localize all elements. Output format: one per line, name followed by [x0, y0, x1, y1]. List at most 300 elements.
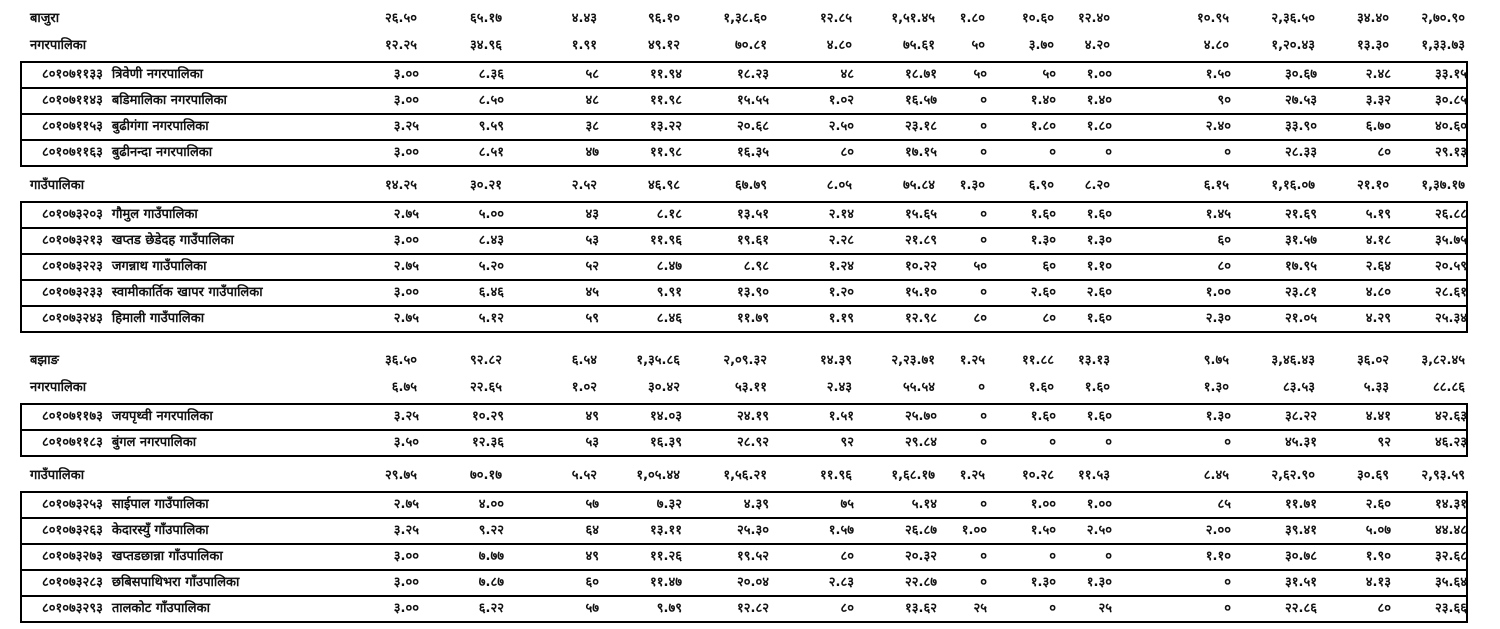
- value-cell: २.५०: [1086, 523, 1112, 538]
- palika-name: बुंगल नगरपालिका: [111, 435, 197, 450]
- value-cell: ९२: [1377, 435, 1391, 450]
- value-cell: ५५.५४: [903, 380, 935, 395]
- value-cell: २०.३२: [905, 549, 937, 564]
- value-cell: ६.४६: [478, 285, 504, 300]
- value-cell: १३.५१: [737, 207, 769, 222]
- value-cell: ०: [980, 549, 987, 564]
- value-cell: १.२५: [959, 468, 985, 483]
- value-cell: १.९१: [571, 38, 597, 53]
- value-cell: ३०.४२: [648, 380, 680, 395]
- value-cell: ८०: [840, 145, 854, 160]
- value-cell: २.१४: [828, 207, 854, 222]
- value-cell: १.०२: [571, 380, 597, 395]
- value-cell: ६७.७९: [735, 178, 767, 193]
- value-cell: २५.३०: [737, 523, 769, 538]
- value-cell: २४.१९: [737, 409, 769, 424]
- value-cell: ९६.१०: [648, 11, 680, 26]
- value-cell: १.४०: [1086, 93, 1112, 108]
- value-cell: ५.२०: [478, 259, 504, 274]
- palika-name-cell: [22, 597, 362, 621]
- value-cell: १.०२: [828, 93, 854, 108]
- value-cell: १०.९५: [1197, 11, 1229, 26]
- value-cell: ४.२९: [1365, 311, 1391, 326]
- value-cell: ५०: [973, 259, 987, 274]
- value-cell: १.३०: [1205, 409, 1231, 424]
- value-cell: २.७५: [393, 207, 419, 222]
- value-cell: ११.४७: [650, 575, 682, 590]
- value-cell: १.५०: [1030, 523, 1056, 538]
- value-cell: २१.१०: [1357, 178, 1389, 193]
- value-cell: ८.१८: [656, 207, 682, 222]
- value-cell: ४.८०: [1365, 285, 1391, 300]
- value-cell: ३०.६७: [1285, 67, 1317, 82]
- value-cell: २२.६५: [470, 380, 502, 395]
- value-cell: ९.५९: [478, 119, 504, 134]
- value-cell: ४५: [585, 285, 599, 300]
- value-cell: २,२३.७१: [891, 353, 935, 368]
- value-cell: २.२८: [828, 233, 854, 248]
- value-cell: ८०: [1042, 311, 1056, 326]
- table-row: [22, 139, 1466, 165]
- value-cell: २५: [1098, 601, 1112, 616]
- value-cell: ६.५४: [571, 353, 597, 368]
- palika-name: तालकोट गाँउपालिका: [111, 601, 210, 616]
- value-cell: २.५२: [571, 178, 597, 193]
- value-cell: १,३५.८६: [636, 353, 680, 368]
- table-row: [22, 87, 1466, 113]
- value-cell: १७.१५: [905, 145, 937, 160]
- value-cell: ०: [980, 119, 987, 134]
- value-cell: ११.९४: [650, 67, 682, 82]
- value-cell: ४.१८: [1365, 233, 1391, 248]
- value-cell: ३.००: [393, 145, 419, 160]
- palika-code: ८०१०७११८३: [42, 435, 103, 450]
- value-cell: ९०: [1217, 93, 1231, 108]
- value-cell: २२.८७: [905, 575, 937, 590]
- value-cell: १.६०: [1086, 409, 1112, 424]
- palika-name: जयपृथ्वी नगरपालिका: [111, 409, 213, 424]
- table-row: [22, 543, 1466, 569]
- value-cell: ५३: [585, 233, 599, 248]
- value-cell: १०.२८: [1022, 468, 1054, 483]
- value-cell: २.६०: [1365, 497, 1391, 512]
- palika-name: छबिसपाथिभरा गाँउपालिका: [111, 575, 240, 590]
- value-cell: ०: [1105, 435, 1112, 450]
- value-cell: १५.१०: [905, 285, 937, 300]
- value-cell: १४.३१: [1435, 497, 1467, 512]
- value-cell: ०: [1105, 145, 1112, 160]
- value-cell: १.००: [1205, 285, 1231, 300]
- value-cell: ४५.३१: [1285, 435, 1317, 450]
- palika-code: ८०१०७३२८३: [42, 575, 103, 590]
- value-cell: ८३.५३: [1283, 380, 1315, 395]
- palika-name-cell: [22, 571, 362, 595]
- value-cell: ८.२०: [1084, 178, 1110, 193]
- value-cell: ०: [1105, 549, 1112, 564]
- palika-group-box: [20, 491, 1468, 623]
- value-cell: ३०.७८: [1285, 549, 1317, 564]
- value-cell: ७५: [840, 497, 854, 512]
- value-cell: २६.५०: [385, 11, 417, 26]
- value-cell: १.००: [1086, 67, 1112, 82]
- table-row: [22, 517, 1466, 543]
- value-cell: १३.१३: [1078, 353, 1110, 368]
- value-cell: १,१६.०७: [1271, 178, 1315, 193]
- value-cell: १.६०: [1030, 409, 1056, 424]
- value-cell: १.६०: [1086, 311, 1112, 326]
- palika-group-box: [20, 201, 1468, 333]
- value-cell: ३.००: [393, 549, 419, 564]
- palika-name-cell: [22, 281, 362, 305]
- palika-name: हिमाली गाउँपालिका: [111, 311, 205, 326]
- value-cell: ५७: [585, 497, 599, 512]
- palika-name: खप्तडछान्ना गाँउपालिका: [111, 549, 223, 564]
- palika-code: ८०१०७११३३: [42, 67, 103, 82]
- value-cell: २.८३: [828, 575, 854, 590]
- value-cell: ५८: [585, 67, 599, 82]
- value-cell: १.००: [961, 523, 987, 538]
- value-cell: ८.३६: [478, 67, 504, 82]
- value-cell: १,२०.४३: [1271, 38, 1315, 53]
- value-cell: १,५६.२१: [723, 468, 767, 483]
- district-summary-row: [20, 5, 1468, 32]
- value-cell: ८८.८६: [1433, 380, 1465, 395]
- value-cell: १२.८५: [820, 11, 852, 26]
- table-row: [22, 493, 1466, 517]
- value-cell: २७.५३: [1285, 93, 1317, 108]
- palika-code: ८०१०७३२०३: [42, 207, 103, 222]
- value-cell: २५: [973, 601, 987, 616]
- value-cell: ६.१५: [1203, 178, 1229, 193]
- value-cell: १.३०: [1203, 380, 1229, 395]
- value-cell: ९.७९: [656, 601, 682, 616]
- value-cell: २०.६८: [737, 119, 769, 134]
- value-cell: १४.०३: [650, 409, 682, 424]
- value-cell: १९.५२: [737, 549, 769, 564]
- value-cell: ३५.७५: [1435, 233, 1467, 248]
- value-cell: ४०.६०: [1435, 119, 1467, 134]
- table-row: [22, 405, 1466, 429]
- row-label: नगरपालिका: [30, 38, 87, 53]
- table-row: [22, 279, 1466, 305]
- value-cell: १६.३९: [650, 435, 682, 450]
- district-section: [20, 347, 1468, 623]
- value-cell: ८.४६: [656, 311, 682, 326]
- value-cell: २१.६९: [1285, 207, 1317, 222]
- value-cell: १.८०: [1086, 119, 1112, 134]
- row-label: बाजुरा: [30, 11, 60, 26]
- value-cell: १२.९८: [905, 311, 937, 326]
- table-row: [22, 569, 1466, 595]
- value-cell: ८०: [840, 549, 854, 564]
- palika-code: ८०१०७३२६३: [42, 523, 103, 538]
- value-cell: २,०९.३२: [723, 353, 767, 368]
- value-cell: १.००: [1030, 497, 1056, 512]
- value-cell: १,३३.७३: [1421, 38, 1465, 53]
- value-cell: २५.३४: [1435, 311, 1467, 326]
- table-row: [22, 595, 1466, 621]
- value-cell: २३.१८: [905, 119, 937, 134]
- row-label: गाउँपालिका: [30, 468, 85, 483]
- value-cell: ४८: [840, 67, 854, 82]
- value-cell: १२.४०: [1078, 11, 1110, 26]
- value-cell: १,३८.६०: [723, 11, 767, 26]
- value-cell: १,५१.४५: [891, 11, 935, 26]
- value-cell: ५३.११: [735, 380, 767, 395]
- value-cell: ५०: [1042, 67, 1056, 82]
- district-summary-row: [20, 347, 1468, 374]
- value-cell: ३.७०: [1028, 38, 1054, 53]
- value-cell: ३९.४१: [1285, 523, 1317, 538]
- value-cell: १३.९०: [737, 285, 769, 300]
- value-cell: ११.९८: [650, 93, 682, 108]
- value-cell: १.२४: [828, 259, 854, 274]
- palika-name-cell: [22, 229, 362, 253]
- value-cell: १.६०: [1086, 207, 1112, 222]
- value-cell: २.३०: [1205, 311, 1231, 326]
- value-cell: ३०.२१: [470, 178, 502, 193]
- value-cell: ०: [1224, 145, 1231, 160]
- value-cell: ८.४३: [478, 233, 504, 248]
- palika-code: ८०१०७३२१३: [42, 233, 103, 248]
- value-cell: २६.८८: [1435, 207, 1467, 222]
- palika-name-cell: [22, 141, 362, 165]
- palika-code: ८०१०७११४३: [42, 93, 103, 108]
- value-cell: ३.००: [393, 575, 419, 590]
- value-cell: ११.७९: [737, 311, 769, 326]
- value-cell: २०.५९: [1435, 259, 1467, 274]
- value-cell: २२.८६: [1285, 601, 1317, 616]
- value-cell: १३.२२: [650, 119, 682, 134]
- value-cell: ०: [1224, 601, 1231, 616]
- value-cell: ५.१४: [911, 497, 937, 512]
- fiscal-transfer-table: [20, 5, 1468, 623]
- palika-code: ८०१०७११६३: [42, 145, 103, 160]
- value-cell: २.६४: [1365, 259, 1391, 274]
- value-cell: ११.५३: [1078, 468, 1110, 483]
- palika-name: स्वामीकार्तिक खापर गाउँपालिका: [111, 285, 263, 300]
- value-cell: ३१.५१: [1285, 575, 1317, 590]
- value-cell: १०.२९: [472, 409, 504, 424]
- value-cell: १.५७: [828, 523, 854, 538]
- value-cell: २.६०: [1086, 285, 1112, 300]
- palika-name: केदारस्युँ गाँउपालिका: [111, 523, 209, 538]
- value-cell: ११.२६: [650, 549, 682, 564]
- value-cell: ६०: [585, 575, 599, 590]
- value-cell: १८.२३: [737, 67, 769, 82]
- group-summary-row: [20, 32, 1468, 59]
- value-cell: १.४०: [1030, 93, 1056, 108]
- value-cell: ३.२५: [393, 409, 419, 424]
- value-cell: १.००: [1086, 497, 1112, 512]
- value-cell: ४.३९: [743, 497, 769, 512]
- value-cell: २८.६१: [1435, 285, 1467, 300]
- value-cell: ५.३३: [1363, 380, 1389, 395]
- value-cell: १५.५५: [737, 93, 769, 108]
- value-cell: ७५.६१: [903, 38, 935, 53]
- value-cell: २८.९२: [737, 435, 769, 450]
- value-cell: २८.३३: [1285, 145, 1317, 160]
- value-cell: ९.९१: [656, 285, 682, 300]
- value-cell: २,६२.९०: [1271, 468, 1315, 483]
- value-cell: ४९.१२: [648, 38, 680, 53]
- value-cell: ०: [980, 145, 987, 160]
- value-cell: ४.००: [478, 497, 504, 512]
- value-cell: ३,४६.४३: [1271, 353, 1315, 368]
- table-row: [22, 227, 1466, 253]
- value-cell: ३५.६४: [1435, 575, 1467, 590]
- value-cell: ८.५०: [478, 93, 504, 108]
- value-cell: ३८.२२: [1285, 409, 1317, 424]
- value-cell: २,९३.५९: [1421, 468, 1465, 483]
- value-cell: ४९: [585, 409, 599, 424]
- value-cell: ४६.९८: [648, 178, 680, 193]
- value-cell: ४४.४८: [1435, 523, 1467, 538]
- value-cell: ११.९६: [650, 233, 682, 248]
- value-cell: ३.२५: [393, 119, 419, 134]
- value-cell: ३८: [585, 119, 599, 134]
- palika-name: बुढीनन्दा नगरपालिका: [111, 145, 213, 160]
- value-cell: ६४: [585, 523, 599, 538]
- value-cell: ५०: [971, 38, 985, 53]
- value-cell: १,३७.१७: [1421, 178, 1465, 193]
- value-cell: २.४३: [826, 380, 852, 395]
- palika-name: गौमुल गाउँपालिका: [111, 207, 198, 222]
- palika-code: ८०१०७३२५३: [42, 497, 103, 512]
- value-cell: ३.००: [393, 93, 419, 108]
- palika-name: खप्तड छेडेदह गाउँपालिका: [111, 233, 234, 248]
- value-cell: १४.३९: [820, 353, 852, 368]
- value-cell: ४६.२३: [1435, 435, 1467, 450]
- value-cell: २३.८१: [1285, 285, 1317, 300]
- table-row: [22, 305, 1466, 331]
- value-cell: ३.२५: [393, 523, 419, 538]
- table-row: [22, 429, 1466, 455]
- palika-name-cell: [22, 63, 362, 87]
- table-row: [22, 63, 1466, 87]
- value-cell: १.३०: [1086, 233, 1112, 248]
- value-cell: ०: [980, 409, 987, 424]
- value-cell: १.४५: [1205, 207, 1231, 222]
- value-cell: १.८०: [959, 11, 985, 26]
- palika-name-cell: [22, 255, 362, 279]
- value-cell: ८.५१: [478, 145, 504, 160]
- value-cell: ८०: [973, 311, 987, 326]
- group-summary-row: [20, 462, 1468, 489]
- value-cell: ८.४७: [656, 259, 682, 274]
- value-cell: २,३६.५०: [1271, 11, 1315, 26]
- palika-name-cell: [22, 307, 362, 331]
- value-cell: ३०.८५: [1435, 93, 1467, 108]
- palika-code: ८०१०७३२९३: [42, 601, 103, 616]
- value-cell: ०: [978, 380, 985, 395]
- value-cell: ९२.८२: [470, 353, 502, 368]
- value-cell: २९.८४: [905, 435, 937, 450]
- value-cell: ५.१२: [478, 311, 504, 326]
- value-cell: ३.००: [393, 233, 419, 248]
- value-cell: २९.७५: [385, 468, 417, 483]
- palika-name-cell: [22, 431, 362, 455]
- value-cell: ५.५२: [571, 468, 597, 483]
- value-cell: ४२.६३: [1435, 409, 1467, 424]
- value-cell: ११.७१: [1285, 497, 1317, 512]
- value-cell: ११.९८: [650, 145, 682, 160]
- group-summary-row: [20, 374, 1468, 401]
- palika-code: ८०१०७११७३: [42, 409, 103, 424]
- group-summary-row: [20, 172, 1468, 199]
- value-cell: १४.२५: [385, 178, 417, 193]
- value-cell: ८०: [1217, 259, 1231, 274]
- row-label: नगरपालिका: [30, 380, 87, 395]
- palika-name: बडिमालिका नगरपालिका: [111, 93, 227, 108]
- value-cell: ४.१३: [1365, 575, 1391, 590]
- palika-name-cell: [22, 115, 362, 139]
- value-cell: ४.८०: [1203, 38, 1229, 53]
- value-cell: ६.७०: [1365, 119, 1391, 134]
- value-cell: १.८०: [1030, 119, 1056, 134]
- palika-name-cell: [22, 405, 362, 429]
- value-cell: ३३.१५: [1435, 67, 1467, 82]
- value-cell: ०: [980, 233, 987, 248]
- palika-code: ८०१०७११५३: [42, 119, 103, 134]
- value-cell: ६.९०: [1028, 178, 1054, 193]
- value-cell: २१.०५: [1285, 311, 1317, 326]
- value-cell: १६.५७: [905, 93, 937, 108]
- value-cell: १५.६५: [905, 207, 937, 222]
- value-cell: ०: [980, 497, 987, 512]
- value-cell: १.५०: [1205, 67, 1231, 82]
- value-cell: ०: [980, 435, 987, 450]
- value-cell: ४८: [585, 93, 599, 108]
- row-label: गाउँपालिका: [30, 178, 85, 193]
- palika-name: जगन्नाथ गाउँपालिका: [111, 259, 207, 274]
- value-cell: ४३: [585, 207, 599, 222]
- value-cell: ०: [1049, 435, 1056, 450]
- value-cell: ६०: [1042, 259, 1056, 274]
- value-cell: ३.३२: [1365, 93, 1391, 108]
- value-cell: ३४.४०: [1357, 11, 1389, 26]
- value-cell: १७.९५: [1285, 259, 1317, 274]
- value-cell: १३.११: [650, 523, 682, 538]
- palika-name-cell: [22, 493, 362, 517]
- value-cell: ३२.६८: [1435, 549, 1467, 564]
- palika-name-cell: [22, 89, 362, 113]
- value-cell: ५३: [585, 435, 599, 450]
- value-cell: १६.३५: [737, 145, 769, 160]
- value-cell: १.१९: [828, 311, 854, 326]
- palika-name-cell: [22, 203, 362, 227]
- value-cell: २.५०: [828, 119, 854, 134]
- value-cell: ८.४५: [1203, 468, 1229, 483]
- value-cell: २०.०४: [737, 575, 769, 590]
- value-cell: २६.८७: [905, 523, 937, 538]
- value-cell: १.२०: [828, 285, 854, 300]
- value-cell: ८५: [1217, 497, 1231, 512]
- palika-name: बुढीगंगा नगरपालिका: [111, 119, 209, 134]
- value-cell: ३०.६९: [1357, 468, 1389, 483]
- value-cell: ८०: [840, 601, 854, 616]
- value-cell: ३६.५०: [385, 353, 417, 368]
- row-label: बझाङ: [30, 353, 59, 368]
- palika-group-box: [20, 61, 1468, 167]
- value-cell: ५२: [585, 259, 599, 274]
- value-cell: ०: [980, 575, 987, 590]
- value-cell: ३.००: [393, 67, 419, 82]
- value-cell: ०: [980, 285, 987, 300]
- value-cell: १.६०: [1084, 380, 1110, 395]
- value-cell: १२.२५: [385, 38, 417, 53]
- value-cell: १.६०: [1030, 207, 1056, 222]
